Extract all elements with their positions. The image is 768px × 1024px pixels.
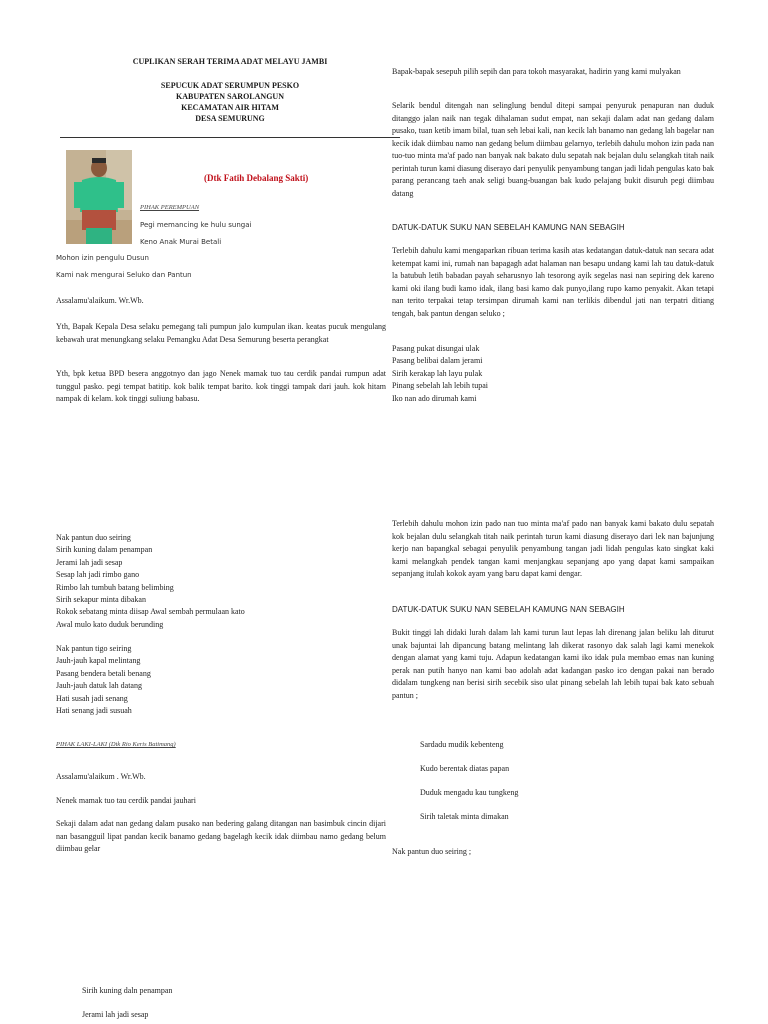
- right-paragraph: Selarik bendul ditengah nan selinglung bendul ditepi sampai penyuruk penapuran nan duduk ditanggo jalan naik nan tegak dihalaman sudut empat, nan sekaji dalam adat nan gedang dalam pusako, tuan ketib imam bilal, tuan seh lebai kali, nan kecik lah banamo nan gedang lah bagelar nan kecik idak diimbau namo nan gedang belum diimbau gelarnyo, terlebih dahulu mohon izin pada nan tuo-tuo minta ma'af pado nan banyak nak bakato dulu sepatah nak bejalan dulu selangkah titah naik perintah turun kami diasung diserayo dari penyulik penyambung tangan jadi lidah pengulas kato bak parang perancang taeh anak seligi buang-buangan bak kudo pelajang bukit disuruh pegi diimbau datang: [392, 101, 714, 198]
- pantun-line: Pasang bendera betali benang: [56, 668, 151, 678]
- pantun-tigo-seiring: [56, 643, 386, 717]
- portrait-photo: [66, 150, 132, 244]
- intro-line: Pegi memancing ke hulu sungai: [140, 221, 252, 229]
- pantun-line: Pasang belibai dalam jerami: [392, 356, 483, 366]
- pihak-perempuan-label: PIHAK PEREMPUAN: [140, 204, 200, 211]
- nenek-line: Nenek mamak tuo tau cerdik pandai jauhari: [56, 796, 196, 805]
- left-paragraph: Yth, Bapak Kepala Desa selaku pemegang tali pumpun jalo kumpulan ikan. keatas pucuk mengulang kebawah urat menungkang selaku Pemangku Adat Desa Semurung beserta perangkat: [56, 322, 386, 344]
- pihak-laki-label: PIHAK LAKI-LAKI (Dtk Rio Keris Batimang): [56, 741, 176, 748]
- pantun-sardadu-line: Sirih taletak minta dimakan: [420, 812, 509, 821]
- title-divider: [60, 137, 400, 138]
- title-block: [60, 80, 400, 124]
- section-heading: DATUK-DATUK SUKU NAN SEBELAH KAMUNG NAN SEBAGIH: [392, 223, 625, 232]
- intro-line: Keno Anak Murai Betali: [140, 238, 222, 246]
- pantun-line: Jauh-jauh datuk lah datang: [56, 681, 142, 691]
- greeting: Assalamu'alaikum. Wr.Wb.: [56, 296, 144, 305]
- left-paragraph: Sekaji dalam adat nan gedang dalam pusako nan bedering galang ditangan nan basimbuk cincin dijari nan basangguil lipat pandan kecik banamo gedang bagelagh kecik idak diimbau namo gedang belum diimbau gelar: [56, 819, 386, 853]
- document-title: CUPLIKAN SERAH TERIMA ADAT MELAYU JAMBI: [132, 57, 328, 66]
- section-heading: DATUK-DATUK SUKU NAN SEBELAH KAMUNG NAN SEBAGIH: [392, 605, 625, 614]
- title-line: KECAMATAN AIR HITAM: [181, 103, 279, 112]
- pantun-line: Sirih kuning dalam penampan: [56, 545, 153, 555]
- pantun-line: Jauh-jauh kapal melintang: [56, 656, 141, 666]
- pantun-sardadu-line: Duduk mengadu kau tungkeng: [420, 788, 519, 797]
- pantun-line: Sirih kerakap lah layu pulak: [392, 368, 483, 378]
- bottom-line: Sirih kuning daln penampan: [82, 986, 173, 995]
- title-line: DESA SEMURUNG: [195, 114, 265, 123]
- pantun-line: Iko nan ado dirumah kami: [392, 393, 477, 403]
- photo-caption: (Dtk Fatih Debalang Sakti): [204, 173, 309, 183]
- right-paragraph: Terlebih dahulu mohon izin pado nan tuo minta ma'af pado nan banyak kami bakato dulu sepatah kok bejalan dulu selangkah titah naik perintah turun kami diasung diserayo dari lek nan bajunjung kerjo nan bapangkal sebagai penyulik penyambung tangan jadi lidah pengulas kato singkat kaki kami melangkah pendek tangan kami menjangkau sepanjang apo yang dapat kami sampaikan sepanjang itulah kokok ayam yang baru dapat kami dengar.: [392, 519, 714, 578]
- pantun-line: Hati susah jadi senang: [56, 693, 128, 703]
- pantun-line: Pasang pukat disungai ulak: [392, 344, 480, 353]
- pantun-rumah-kami: [392, 343, 714, 405]
- bottom-line: Jerami lah jadi sesap: [82, 1010, 149, 1019]
- pantun-line: Nak pantun tigo seiring: [56, 644, 132, 653]
- pantun-line: Rokok sebatang minta diisap Awal sembah permulaan kato: [56, 607, 245, 617]
- title-line: SEPUCUK ADAT SERUMPUN PESKO: [160, 81, 300, 90]
- intro-line: Kami nak mengurai Seluko dan Pantun: [56, 271, 192, 279]
- pantun-line: Rimbo lah tumbuh batang belimbing: [56, 582, 174, 592]
- pantun-sardadu-line: Sardadu mudik kebenteng: [420, 740, 504, 749]
- left-paragraph: Yth, bpk ketua BPD besera anggotnyo dan jago Nenek mamak tuo tau cerdik pandai rumpun adat tunggul pasko. pegi tempat batitip. kok balik tempat barito. kok tinggi tampak dari jauh. kok hitam nampak di kelam. kok tinggi suliung babasu.: [56, 369, 386, 403]
- pantun-line: Jerami lah jadi sesap: [56, 557, 123, 567]
- pantun-sardadu-line: Kudo berentak diatas papan: [420, 764, 510, 773]
- portrait-figure: [66, 150, 132, 244]
- intro-line: Mohon izin pengulu Dusun: [56, 254, 149, 262]
- right-paragraph: Terlebih dahulu kami mengaparkan ribuan terima kasih atas kedatangan datuk-datuk nan secara adat ketempat kami ini, rumah nan bapagagh adat halaman nan besapu undang kami lah tau datuk-datuk la batubuh letih babadan payah seharusnyo lah tesorong ayik segelas nasi nan sepiring dek kareno kami oki ilang budi kamo idak, ilang basi kamo dak punyo,ilang rupo kamo penyakit. Akan tetapi nan terito terpakai tetap tersimpan dirumah kami nan terlikis dibendul jati nan terpatri ditiang tengah, bak pantun dengan seluko ;: [392, 246, 714, 318]
- pantun-line: Nak pantun duo seiring: [56, 533, 131, 542]
- right-paragraph: Bukit tinggi lah didaki lurah dalam lah kami turun laut lepas lah direnang jalan beliku lah diturut unak bajuntai lah dipancung batang melintang lah dikerat rasonyo dak salah lagi kami menekok dengan alamat yang kami tuju. Adapun kedatangan kami iko idak pula membao emas nan kuning perak nan putih hanyo nan kami bao adolah adat kadangan pasko ico dengan pakai nan berado didalam tungkeng nan berisi sirih secebik siso ulat pinang sebelah lah lebih tupai bak kato sebuah pantun ;: [392, 628, 714, 700]
- pantun-duo-seiring: [56, 532, 386, 631]
- pantun-line: Awal mulo kato duduk berunding: [56, 619, 164, 629]
- right-paragraph: Bapak-bapak sesepuh pilih sepih dan para tokoh masyarakat, hadirin yang kami mulyakan: [392, 67, 681, 76]
- pantun-line: Sesap lah jadi rimbo gano: [56, 570, 140, 580]
- pantun-line: Hati senang jadi susuah: [56, 706, 132, 716]
- greeting-2: Assalamu'alaikum . Wr.Wb.: [56, 772, 146, 781]
- title-line: KABUPATEN SAROLANGUN: [176, 92, 284, 101]
- closing-line: Nak pantun duo seiring ;: [392, 847, 472, 856]
- pantun-line: Pinang sebelah lah lebih tupai: [392, 381, 488, 391]
- pantun-line: Sirih sekapur minta dibakan: [56, 595, 146, 605]
